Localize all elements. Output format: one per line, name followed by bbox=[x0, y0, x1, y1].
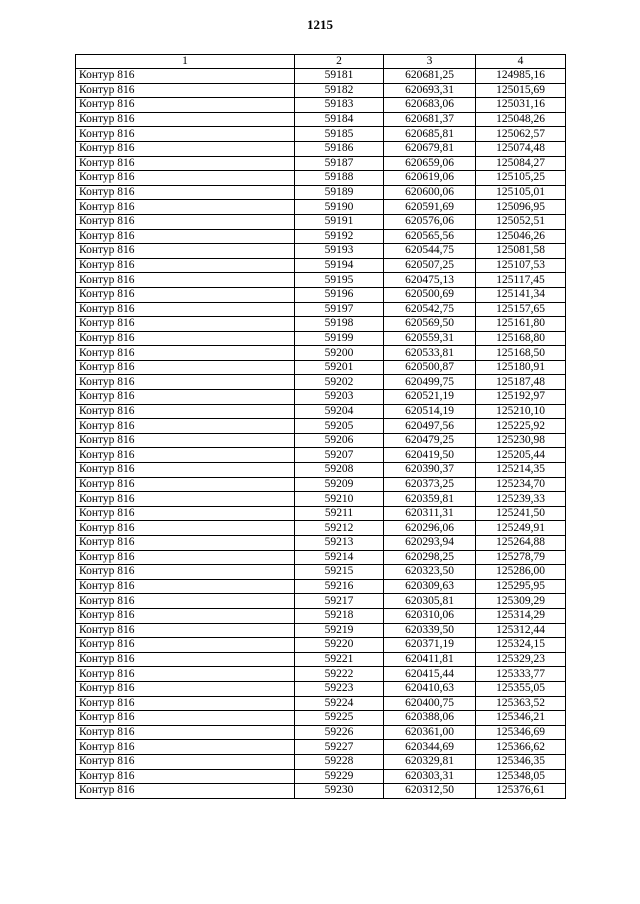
point-number-cell: 59217 bbox=[295, 594, 384, 609]
point-number-cell: 59203 bbox=[295, 390, 384, 405]
x-coordinate-cell: 620514,19 bbox=[384, 404, 476, 419]
point-number-cell: 59188 bbox=[295, 171, 384, 186]
y-coordinate-cell: 125015,69 bbox=[476, 83, 566, 98]
column-header-3: 3 bbox=[384, 55, 476, 69]
point-number-cell: 59216 bbox=[295, 579, 384, 594]
x-coordinate-cell: 620411,81 bbox=[384, 652, 476, 667]
x-coordinate-cell: 620679,81 bbox=[384, 141, 476, 156]
y-coordinate-cell: 125225,92 bbox=[476, 419, 566, 434]
y-coordinate-cell: 125046,26 bbox=[476, 229, 566, 244]
contour-name-cell: Контур 816 bbox=[76, 740, 295, 755]
y-coordinate-cell: 125081,58 bbox=[476, 244, 566, 259]
table-row bbox=[76, 433, 566, 448]
contour-name-cell: Контур 816 bbox=[76, 390, 295, 405]
column-header-1: 1 bbox=[76, 55, 295, 69]
y-coordinate-cell: 125230,98 bbox=[476, 433, 566, 448]
point-number-cell: 59195 bbox=[295, 273, 384, 288]
y-coordinate-cell: 125074,48 bbox=[476, 141, 566, 156]
contour-name-cell: Контур 816 bbox=[76, 784, 295, 799]
contour-name-cell: Контур 816 bbox=[76, 463, 295, 478]
point-number-cell: 59206 bbox=[295, 433, 384, 448]
table-row bbox=[76, 492, 566, 507]
x-coordinate-cell: 620323,50 bbox=[384, 565, 476, 580]
x-coordinate-cell: 620600,06 bbox=[384, 185, 476, 200]
point-number-cell: 59181 bbox=[295, 69, 384, 84]
point-number-cell: 59228 bbox=[295, 754, 384, 769]
table-row bbox=[76, 463, 566, 478]
point-number-cell: 59219 bbox=[295, 623, 384, 638]
y-coordinate-cell: 125312,44 bbox=[476, 623, 566, 638]
contour-name-cell: Контур 816 bbox=[76, 550, 295, 565]
x-coordinate-cell: 620373,25 bbox=[384, 477, 476, 492]
table-row bbox=[76, 725, 566, 740]
table-row bbox=[76, 98, 566, 113]
y-coordinate-cell: 124985,16 bbox=[476, 69, 566, 84]
table-row bbox=[76, 360, 566, 375]
y-coordinate-cell: 125295,95 bbox=[476, 579, 566, 594]
table-row bbox=[76, 652, 566, 667]
point-number-cell: 59227 bbox=[295, 740, 384, 755]
table-row bbox=[76, 711, 566, 726]
table-row bbox=[76, 83, 566, 98]
point-number-cell: 59191 bbox=[295, 214, 384, 229]
contour-name-cell: Контур 816 bbox=[76, 127, 295, 142]
point-number-cell: 59226 bbox=[295, 725, 384, 740]
point-number-cell: 59196 bbox=[295, 287, 384, 302]
x-coordinate-cell: 620533,81 bbox=[384, 346, 476, 361]
table-row bbox=[76, 681, 566, 696]
x-coordinate-cell: 620619,06 bbox=[384, 171, 476, 186]
table-row bbox=[76, 185, 566, 200]
x-coordinate-cell: 620569,50 bbox=[384, 317, 476, 332]
table-row bbox=[76, 477, 566, 492]
contour-name-cell: Контур 816 bbox=[76, 419, 295, 434]
point-number-cell: 59199 bbox=[295, 331, 384, 346]
point-number-cell: 59225 bbox=[295, 711, 384, 726]
point-number-cell: 59185 bbox=[295, 127, 384, 142]
table-row bbox=[76, 667, 566, 682]
table-row bbox=[76, 521, 566, 536]
y-coordinate-cell: 125161,80 bbox=[476, 317, 566, 332]
contour-name-cell: Контур 816 bbox=[76, 141, 295, 156]
contour-name-cell: Контур 816 bbox=[76, 98, 295, 113]
y-coordinate-cell: 125346,69 bbox=[476, 725, 566, 740]
x-coordinate-cell: 620400,75 bbox=[384, 696, 476, 711]
table-row bbox=[76, 448, 566, 463]
x-coordinate-cell: 620559,31 bbox=[384, 331, 476, 346]
table-row bbox=[76, 536, 566, 551]
table-row bbox=[76, 141, 566, 156]
point-number-cell: 59201 bbox=[295, 360, 384, 375]
y-coordinate-cell: 125205,44 bbox=[476, 448, 566, 463]
y-coordinate-cell: 125117,45 bbox=[476, 273, 566, 288]
contour-name-cell: Контур 816 bbox=[76, 492, 295, 507]
table-row bbox=[76, 69, 566, 84]
x-coordinate-cell: 620576,06 bbox=[384, 214, 476, 229]
contour-name-cell: Контур 816 bbox=[76, 667, 295, 682]
x-coordinate-cell: 620410,63 bbox=[384, 681, 476, 696]
x-coordinate-cell: 620683,06 bbox=[384, 98, 476, 113]
point-number-cell: 59198 bbox=[295, 317, 384, 332]
x-coordinate-cell: 620591,69 bbox=[384, 200, 476, 215]
contour-name-cell: Контур 816 bbox=[76, 506, 295, 521]
point-number-cell: 59186 bbox=[295, 141, 384, 156]
contour-name-cell: Контур 816 bbox=[76, 346, 295, 361]
x-coordinate-cell: 620296,06 bbox=[384, 521, 476, 536]
x-coordinate-cell: 620298,25 bbox=[384, 550, 476, 565]
y-coordinate-cell: 125346,21 bbox=[476, 711, 566, 726]
point-number-cell: 59193 bbox=[295, 244, 384, 259]
table-row bbox=[76, 302, 566, 317]
point-number-cell: 59182 bbox=[295, 83, 384, 98]
y-coordinate-cell: 125241,50 bbox=[476, 506, 566, 521]
point-number-cell: 59215 bbox=[295, 565, 384, 580]
point-number-cell: 59211 bbox=[295, 506, 384, 521]
contour-name-cell: Контур 816 bbox=[76, 754, 295, 769]
contour-name-cell: Контур 816 bbox=[76, 681, 295, 696]
contour-name-cell: Контур 816 bbox=[76, 521, 295, 536]
table-row bbox=[76, 550, 566, 565]
contour-name-cell: Контур 816 bbox=[76, 652, 295, 667]
table-row bbox=[76, 608, 566, 623]
table-body bbox=[76, 69, 566, 799]
x-coordinate-cell: 620371,19 bbox=[384, 638, 476, 653]
point-number-cell: 59222 bbox=[295, 667, 384, 682]
x-coordinate-cell: 620565,56 bbox=[384, 229, 476, 244]
y-coordinate-cell: 125264,88 bbox=[476, 536, 566, 551]
y-coordinate-cell: 125239,33 bbox=[476, 492, 566, 507]
x-coordinate-cell: 620312,50 bbox=[384, 784, 476, 799]
y-coordinate-cell: 125168,50 bbox=[476, 346, 566, 361]
table-row bbox=[76, 317, 566, 332]
y-coordinate-cell: 125052,51 bbox=[476, 214, 566, 229]
x-coordinate-cell: 620685,81 bbox=[384, 127, 476, 142]
table-row bbox=[76, 375, 566, 390]
contour-name-cell: Контур 816 bbox=[76, 302, 295, 317]
table-row bbox=[76, 156, 566, 171]
contour-name-cell: Контур 816 bbox=[76, 200, 295, 215]
page-number: 1215 bbox=[307, 17, 333, 32]
contour-name-cell: Контур 816 bbox=[76, 375, 295, 390]
y-coordinate-cell: 125084,27 bbox=[476, 156, 566, 171]
y-coordinate-cell: 125249,91 bbox=[476, 521, 566, 536]
y-coordinate-cell: 125234,70 bbox=[476, 477, 566, 492]
table-row bbox=[76, 623, 566, 638]
y-coordinate-cell: 125062,57 bbox=[476, 127, 566, 142]
y-coordinate-cell: 125366,62 bbox=[476, 740, 566, 755]
x-coordinate-cell: 620329,81 bbox=[384, 754, 476, 769]
point-number-cell: 59214 bbox=[295, 550, 384, 565]
y-coordinate-cell: 125168,80 bbox=[476, 331, 566, 346]
point-number-cell: 59207 bbox=[295, 448, 384, 463]
contour-name-cell: Контур 816 bbox=[76, 769, 295, 784]
y-coordinate-cell: 125105,25 bbox=[476, 171, 566, 186]
table-row bbox=[76, 579, 566, 594]
y-coordinate-cell: 125096,95 bbox=[476, 200, 566, 215]
contour-name-cell: Контур 816 bbox=[76, 696, 295, 711]
contour-name-cell: Контур 816 bbox=[76, 594, 295, 609]
contour-name-cell: Контур 816 bbox=[76, 317, 295, 332]
y-coordinate-cell: 125376,61 bbox=[476, 784, 566, 799]
point-number-cell: 59202 bbox=[295, 375, 384, 390]
point-number-cell: 59208 bbox=[295, 463, 384, 478]
x-coordinate-cell: 620681,25 bbox=[384, 69, 476, 84]
y-coordinate-cell: 125031,16 bbox=[476, 98, 566, 113]
point-number-cell: 59223 bbox=[295, 681, 384, 696]
y-coordinate-cell: 125210,10 bbox=[476, 404, 566, 419]
x-coordinate-cell: 620681,37 bbox=[384, 112, 476, 127]
point-number-cell: 59190 bbox=[295, 200, 384, 215]
contour-name-cell: Контур 816 bbox=[76, 69, 295, 84]
point-number-cell: 59183 bbox=[295, 98, 384, 113]
y-coordinate-cell: 125278,79 bbox=[476, 550, 566, 565]
table-row bbox=[76, 287, 566, 302]
point-number-cell: 59184 bbox=[295, 112, 384, 127]
contour-name-cell: Контур 816 bbox=[76, 433, 295, 448]
y-coordinate-cell: 125324,15 bbox=[476, 638, 566, 653]
x-coordinate-cell: 620361,00 bbox=[384, 725, 476, 740]
y-coordinate-cell: 125187,48 bbox=[476, 375, 566, 390]
x-coordinate-cell: 620542,75 bbox=[384, 302, 476, 317]
point-number-cell: 59230 bbox=[295, 784, 384, 799]
contour-name-cell: Контур 816 bbox=[76, 273, 295, 288]
y-coordinate-cell: 125333,77 bbox=[476, 667, 566, 682]
y-coordinate-cell: 125105,01 bbox=[476, 185, 566, 200]
x-coordinate-cell: 620497,56 bbox=[384, 419, 476, 434]
x-coordinate-cell: 620415,44 bbox=[384, 667, 476, 682]
point-number-cell: 59221 bbox=[295, 652, 384, 667]
y-coordinate-cell: 125329,23 bbox=[476, 652, 566, 667]
x-coordinate-cell: 620544,75 bbox=[384, 244, 476, 259]
x-coordinate-cell: 620344,69 bbox=[384, 740, 476, 755]
point-number-cell: 59213 bbox=[295, 536, 384, 551]
y-coordinate-cell: 125286,00 bbox=[476, 565, 566, 580]
contour-name-cell: Контур 816 bbox=[76, 404, 295, 419]
y-coordinate-cell: 125048,26 bbox=[476, 112, 566, 127]
table-row bbox=[76, 171, 566, 186]
contour-name-cell: Контур 816 bbox=[76, 725, 295, 740]
table-row bbox=[76, 594, 566, 609]
x-coordinate-cell: 620359,81 bbox=[384, 492, 476, 507]
table-row bbox=[76, 229, 566, 244]
y-coordinate-cell: 125192,97 bbox=[476, 390, 566, 405]
table-row bbox=[76, 331, 566, 346]
x-coordinate-cell: 620500,69 bbox=[384, 287, 476, 302]
contour-name-cell: Контур 816 bbox=[76, 156, 295, 171]
point-number-cell: 59224 bbox=[295, 696, 384, 711]
table-row bbox=[76, 784, 566, 799]
x-coordinate-cell: 620310,06 bbox=[384, 608, 476, 623]
x-coordinate-cell: 620309,63 bbox=[384, 579, 476, 594]
x-coordinate-cell: 620388,06 bbox=[384, 711, 476, 726]
contour-name-cell: Контур 816 bbox=[76, 112, 295, 127]
y-coordinate-cell: 125180,91 bbox=[476, 360, 566, 375]
contour-name-cell: Контур 816 bbox=[76, 448, 295, 463]
contour-name-cell: Контур 816 bbox=[76, 171, 295, 186]
x-coordinate-cell: 620479,25 bbox=[384, 433, 476, 448]
table-row bbox=[76, 214, 566, 229]
contour-name-cell: Контур 816 bbox=[76, 287, 295, 302]
point-number-cell: 59220 bbox=[295, 638, 384, 653]
y-coordinate-cell: 125363,52 bbox=[476, 696, 566, 711]
x-coordinate-cell: 620293,94 bbox=[384, 536, 476, 551]
x-coordinate-cell: 620499,75 bbox=[384, 375, 476, 390]
x-coordinate-cell: 620419,50 bbox=[384, 448, 476, 463]
contour-name-cell: Контур 816 bbox=[76, 244, 295, 259]
point-number-cell: 59187 bbox=[295, 156, 384, 171]
y-coordinate-cell: 125355,05 bbox=[476, 681, 566, 696]
contour-name-cell: Контур 816 bbox=[76, 83, 295, 98]
contour-name-cell: Контур 816 bbox=[76, 638, 295, 653]
table-row bbox=[76, 754, 566, 769]
x-coordinate-cell: 620693,31 bbox=[384, 83, 476, 98]
table-row bbox=[76, 638, 566, 653]
y-coordinate-cell: 125314,29 bbox=[476, 608, 566, 623]
point-number-cell: 59200 bbox=[295, 346, 384, 361]
table-row bbox=[76, 769, 566, 784]
point-number-cell: 59205 bbox=[295, 419, 384, 434]
y-coordinate-cell: 125141,34 bbox=[476, 287, 566, 302]
x-coordinate-cell: 620659,06 bbox=[384, 156, 476, 171]
table-row bbox=[76, 273, 566, 288]
point-number-cell: 59212 bbox=[295, 521, 384, 536]
x-coordinate-cell: 620507,25 bbox=[384, 258, 476, 273]
x-coordinate-cell: 620305,81 bbox=[384, 594, 476, 609]
point-number-cell: 59204 bbox=[295, 404, 384, 419]
contour-name-cell: Контур 816 bbox=[76, 214, 295, 229]
x-coordinate-cell: 620339,50 bbox=[384, 623, 476, 638]
contour-name-cell: Контур 816 bbox=[76, 360, 295, 375]
table-row bbox=[76, 404, 566, 419]
table-row bbox=[76, 258, 566, 273]
contour-name-cell: Контур 816 bbox=[76, 711, 295, 726]
contour-name-cell: Контур 816 bbox=[76, 536, 295, 551]
y-coordinate-cell: 125346,35 bbox=[476, 754, 566, 769]
table-row bbox=[76, 740, 566, 755]
table-row bbox=[76, 200, 566, 215]
table-row bbox=[76, 112, 566, 127]
point-number-cell: 59194 bbox=[295, 258, 384, 273]
point-number-cell: 59189 bbox=[295, 185, 384, 200]
x-coordinate-cell: 620475,13 bbox=[384, 273, 476, 288]
y-coordinate-cell: 125309,29 bbox=[476, 594, 566, 609]
contour-name-cell: Контур 816 bbox=[76, 565, 295, 580]
table-row bbox=[76, 696, 566, 711]
table-row bbox=[76, 127, 566, 142]
contour-name-cell: Контур 816 bbox=[76, 331, 295, 346]
y-coordinate-cell: 125107,53 bbox=[476, 258, 566, 273]
y-coordinate-cell: 125157,65 bbox=[476, 302, 566, 317]
x-coordinate-cell: 620390,37 bbox=[384, 463, 476, 478]
x-coordinate-cell: 620521,19 bbox=[384, 390, 476, 405]
contour-name-cell: Контур 816 bbox=[76, 623, 295, 638]
coordinates-table bbox=[75, 54, 566, 799]
contour-name-cell: Контур 816 bbox=[76, 477, 295, 492]
table-row bbox=[76, 565, 566, 580]
table-row bbox=[76, 506, 566, 521]
point-number-cell: 59192 bbox=[295, 229, 384, 244]
point-number-cell: 59218 bbox=[295, 608, 384, 623]
point-number-cell: 59229 bbox=[295, 769, 384, 784]
point-number-cell: 59197 bbox=[295, 302, 384, 317]
x-coordinate-cell: 620311,31 bbox=[384, 506, 476, 521]
y-coordinate-cell: 125348,05 bbox=[476, 769, 566, 784]
header-row bbox=[76, 55, 566, 69]
column-header-2: 2 bbox=[295, 55, 384, 69]
point-number-cell: 59209 bbox=[295, 477, 384, 492]
contour-name-cell: Контур 816 bbox=[76, 579, 295, 594]
table-row bbox=[76, 346, 566, 361]
x-coordinate-cell: 620303,31 bbox=[384, 769, 476, 784]
table-row bbox=[76, 244, 566, 259]
table-row bbox=[76, 390, 566, 405]
table-row bbox=[76, 419, 566, 434]
contour-name-cell: Контур 816 bbox=[76, 258, 295, 273]
point-number-cell: 59210 bbox=[295, 492, 384, 507]
y-coordinate-cell: 125214,35 bbox=[476, 463, 566, 478]
column-header-4: 4 bbox=[476, 55, 566, 69]
x-coordinate-cell: 620500,87 bbox=[384, 360, 476, 375]
contour-name-cell: Контур 816 bbox=[76, 608, 295, 623]
contour-name-cell: Контур 816 bbox=[76, 185, 295, 200]
contour-name-cell: Контур 816 bbox=[76, 229, 295, 244]
